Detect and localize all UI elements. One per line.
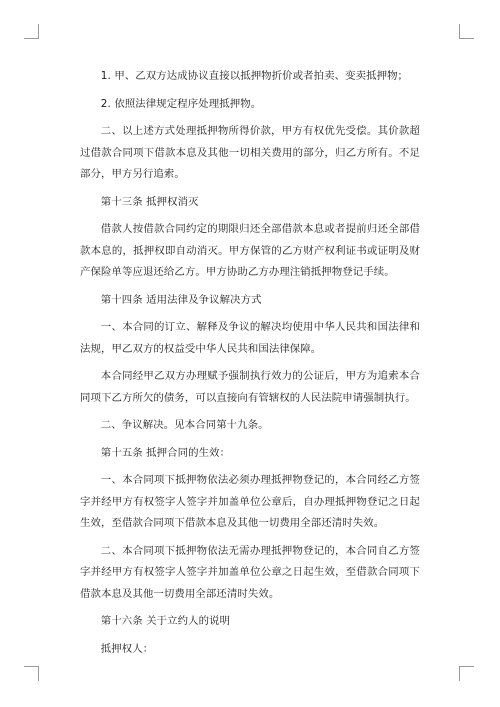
article-15-heading: 第十五条 抵押合同的生效： xyxy=(100,446,231,459)
crop-mark-bottom-left xyxy=(24,666,39,681)
article-14-clause-2: 二、争议解决。见本合同第十九条。 xyxy=(100,419,269,431)
article-14-notary-paragraph: 本合同经甲乙双方办理赋予强制执行效力的公证后，甲方为追索本合同项下乙方所欠的债务，可以直接向有管辖权的人民法院申请强制执行。 xyxy=(80,370,420,404)
article-14-clause-1: 一、本合同的订立、解释及争议的解决均使用中华人民共和国法律和法规，甲乙双方的权益受中华人民共和国法律保障。 xyxy=(80,321,420,355)
document-body xyxy=(80,66,420,660)
article-16-heading: 第十六条 关于立约人的说明 xyxy=(100,615,231,627)
crop-mark-top-right xyxy=(459,24,474,39)
mortgagee-label: 抵押权人： xyxy=(100,642,154,655)
crop-mark-bottom-right xyxy=(459,666,474,681)
article-13-heading: 第十三条 抵押权消灭 xyxy=(100,195,199,208)
article-15-clause-1: 一、本合同项下抵押物依法必须办理抵押物登记的，本合同经乙方签字并经甲方有权签字人签字并加盖单位公章后，自办理抵押物登记之日起生效，至借款合同项下借款本息及其他一切费用全部还清时失效。 xyxy=(80,474,420,529)
article-14-heading: 第十四条 适用法律及争议解决方式 xyxy=(100,293,262,306)
clause-2-paragraph: 二、以上述方式处理抵押物所得价款，甲方有权优先受偿。其价款超过借款合同项下借款本息及其他一切相关费用的部分，归乙方所有。不足部分，甲方另行追索。 xyxy=(80,125,420,180)
article-13-body: 借款人按借款合同约定的期限归还全部借款本息或者提前归还全部借款本息的，抵押权即自动消灭。甲方保管的乙方财产权利证书或证明及财产保险单等应退还给乙方。甲方协助乙方办理注销抵押物登记手续。 xyxy=(80,223,420,278)
crop-mark-top-left xyxy=(24,24,39,39)
list-item-1: 1. 甲、乙双方达成协议直接以抵押物折价或者拍卖、变卖抵押物； xyxy=(100,70,409,82)
list-item-2: 2. 依照法律规定程序处理抵押物。 xyxy=(100,97,262,110)
article-15-clause-2: 二、本合同项下抵押物依法无需办理抵押物登记的，本合同自乙方签字并经甲方有权签字人签字并加盖单位公章之日起生效，至借款合同项下借款本息及其他一切费用全部还清时失效。 xyxy=(80,544,420,600)
